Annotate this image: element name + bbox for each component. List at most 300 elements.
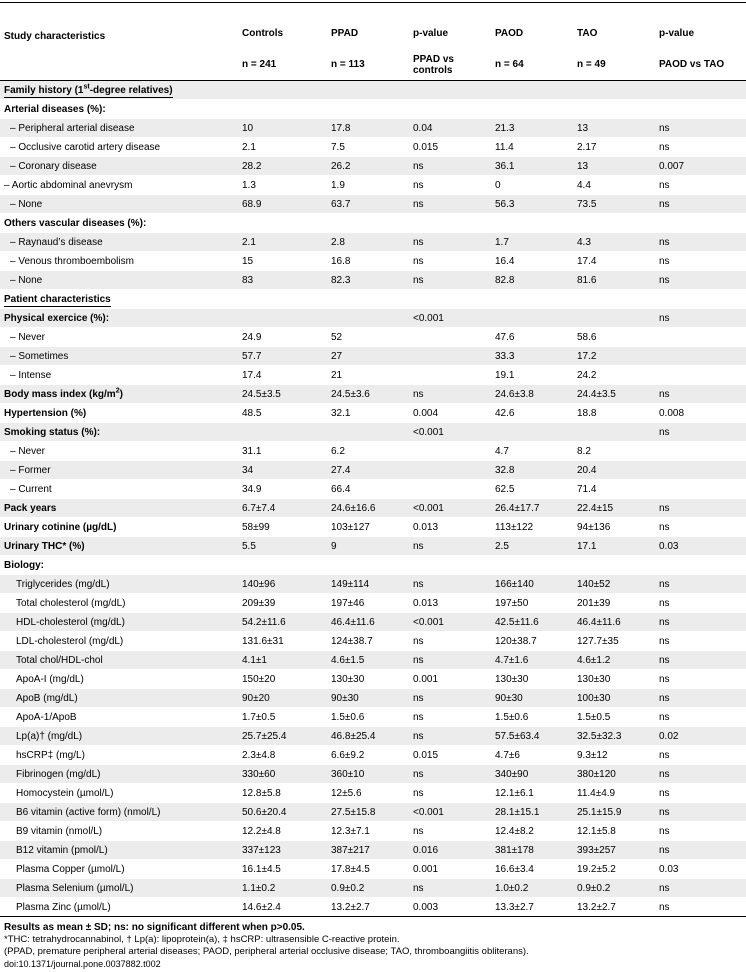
table-cell [409, 100, 491, 119]
table-row [0, 594, 746, 613]
row-label: – Occlusive carotid artery disease [0, 138, 238, 157]
table-cell: 62.5 [491, 480, 573, 499]
table-cell: 9 [327, 537, 409, 556]
table-cell: 380±120 [573, 765, 655, 784]
table-row [0, 119, 746, 138]
table-cell: 13.2±2.7 [573, 898, 655, 917]
table-cell: 24.5±3.5 [238, 385, 327, 404]
row-label: Lp(a)† (mg/dL) [0, 727, 238, 746]
table-row [0, 157, 746, 176]
table-cell: 83 [238, 271, 327, 290]
row-label: Urinary cotinine (µg/dL) [0, 518, 238, 537]
table-cell: 149±114 [327, 575, 409, 594]
table-cell: 1.5±0.6 [327, 708, 409, 727]
table-cell: 16.6±3.4 [491, 860, 573, 879]
table-row [0, 271, 746, 290]
table-cell [238, 100, 327, 119]
table-cell: ns [409, 157, 491, 176]
table-cell: 0.016 [409, 841, 491, 860]
table-cell: 113±122 [491, 518, 573, 537]
table-cell: 201±39 [573, 594, 655, 613]
table-cell [409, 328, 491, 347]
table-cell [573, 309, 655, 328]
table-cell: ns [409, 689, 491, 708]
table-cell: 32.1 [327, 404, 409, 423]
table-cell: 32.8 [491, 461, 573, 480]
row-label: B9 vitamin (nmol/L) [0, 822, 238, 841]
table-row [0, 404, 746, 423]
table-cell [655, 290, 746, 309]
table-cell: 46.4±11.6 [573, 613, 655, 632]
table-cell: 58±99 [238, 518, 327, 537]
table-cell: 0.03 [655, 537, 746, 556]
table-cell: 28.2 [238, 157, 327, 176]
table-cell: 0.013 [409, 518, 491, 537]
row-label: Urinary THC* (%) [0, 537, 238, 556]
table-cell: 17.8±4.5 [327, 860, 409, 879]
table-cell: 0.015 [409, 138, 491, 157]
table-cell: 2.3±4.8 [238, 746, 327, 765]
row-label: – Peripheral arterial disease [0, 119, 238, 138]
table-cell: 330±60 [238, 765, 327, 784]
table-cell: <0.001 [409, 613, 491, 632]
table-cell: 4.7±1.6 [491, 651, 573, 670]
table-cell: 197±46 [327, 594, 409, 613]
row-label: Triglycerides (mg/dL) [0, 575, 238, 594]
table-cell: ns [409, 176, 491, 195]
table-cell [655, 556, 746, 575]
row-label: Homocystein (µmol/L) [0, 784, 238, 803]
table-cell: 36.1 [491, 157, 573, 176]
table-cell: 0.001 [409, 860, 491, 879]
table-row [0, 309, 746, 328]
table-cell: 66.4 [327, 480, 409, 499]
table-cell: 47.6 [491, 328, 573, 347]
table-cell: 13.3±2.7 [491, 898, 573, 917]
table-cell: 13 [573, 157, 655, 176]
table-row [0, 233, 746, 252]
table-cell: ns [409, 195, 491, 214]
row-label: B6 vitamin (active form) (nmol/L) [0, 803, 238, 822]
table-cell: 5.5 [238, 537, 327, 556]
table-cell: 25.1±15.9 [573, 803, 655, 822]
table-cell: 130±30 [573, 670, 655, 689]
table-cell [409, 347, 491, 366]
row-label: Plasma Zinc (µmol/L) [0, 898, 238, 917]
section-patient-characteristics: Patient characteristics [0, 290, 238, 309]
table-cell: <0.001 [409, 803, 491, 822]
table-cell: <0.001 [409, 309, 491, 328]
table-cell: ns [655, 119, 746, 138]
table-cell: 2.1 [238, 138, 327, 157]
table-cell: 19.1 [491, 366, 573, 385]
table-cell: 28.1±15.1 [491, 803, 573, 822]
table-cell: 24.4±3.5 [573, 385, 655, 404]
table-cell: ns [409, 575, 491, 594]
table-cell: 150±20 [238, 670, 327, 689]
header-row [0, 24, 746, 49]
footnote-results: Results as mean ± SD; ns: no significant different when p>0.05. [4, 922, 305, 933]
table-cell: 24.6±3.8 [491, 385, 573, 404]
row-label: Hypertension (%) [0, 404, 238, 423]
table-cell: 0.013 [409, 594, 491, 613]
table-cell: ns [655, 233, 746, 252]
table-cell: ns [409, 632, 491, 651]
table-cell: 20.4 [573, 461, 655, 480]
table-cell [327, 309, 409, 328]
table-cell: 0.015 [409, 746, 491, 765]
table-row [0, 765, 746, 784]
study-characteristics-table [0, 24, 746, 917]
table-cell: 27.5±15.8 [327, 803, 409, 822]
row-label: Biology: [0, 556, 238, 575]
footnote-doi: doi:10.1371/journal.pone.0037882.t002 [4, 959, 161, 969]
table-cell: 4.1±1 [238, 651, 327, 670]
table-footnotes [4, 922, 742, 970]
header-n-ppad: n = 113 [327, 49, 409, 81]
table-cell: 1.1±0.2 [238, 879, 327, 898]
row-label: Smoking status (%): [0, 423, 238, 442]
table-row [0, 746, 746, 765]
table-cell [409, 442, 491, 461]
table-cell: 46.8±25.4 [327, 727, 409, 746]
table-cell [409, 480, 491, 499]
table-cell: ns [409, 271, 491, 290]
table-cell [491, 309, 573, 328]
table-cell: 17.2 [573, 347, 655, 366]
table-cell: 31.1 [238, 442, 327, 461]
table-cell: 16.1±4.5 [238, 860, 327, 879]
table-cell [238, 556, 327, 575]
table-row [0, 632, 746, 651]
table-cell: 360±10 [327, 765, 409, 784]
table-cell: 21 [327, 366, 409, 385]
table-cell [327, 423, 409, 442]
table-cell: 130±30 [491, 670, 573, 689]
table-cell [409, 461, 491, 480]
header-ppad: PPAD [331, 28, 359, 39]
table-cell [491, 100, 573, 119]
table-cell: 48.5 [238, 404, 327, 423]
table-cell: ns [409, 727, 491, 746]
table-cell: 54.2±11.6 [238, 613, 327, 632]
table-cell: ns [655, 252, 746, 271]
row-label: Total cholesterol (mg/dL) [0, 594, 238, 613]
table-cell: ns [655, 385, 746, 404]
table-cell: 57.5±63.4 [491, 727, 573, 746]
table-cell: ns [655, 689, 746, 708]
table-cell: ns [655, 613, 746, 632]
table-cell [409, 214, 491, 233]
row-label: ApoB (mg/dL) [0, 689, 238, 708]
table-cell [655, 442, 746, 461]
table-cell: 0.04 [409, 119, 491, 138]
table-cell: 1.5±0.5 [573, 708, 655, 727]
table-cell: ns [409, 879, 491, 898]
table-cell: ns [655, 176, 746, 195]
table-cell: ns [409, 252, 491, 271]
table-cell: ns [655, 765, 746, 784]
table-cell: 124±38.7 [327, 632, 409, 651]
table-cell: 13 [573, 119, 655, 138]
table-cell: 63.7 [327, 195, 409, 214]
table-cell: 22.4±15 [573, 499, 655, 518]
table-cell: 25.7±25.4 [238, 727, 327, 746]
table-cell: 94±136 [573, 518, 655, 537]
header-n-controls: n = 241 [238, 49, 327, 81]
table-cell: ns [655, 271, 746, 290]
table-cell: 56.3 [491, 195, 573, 214]
table-cell: 4.6±1.2 [573, 651, 655, 670]
table-cell [491, 290, 573, 309]
table-cell: 7.5 [327, 138, 409, 157]
table-row [0, 822, 746, 841]
table-cell: 4.7 [491, 442, 573, 461]
row-label: – Raynaud’s disease [0, 233, 238, 252]
table-cell: 1.5±0.6 [491, 708, 573, 727]
header-paod: PAOD [495, 28, 524, 39]
table-cell [491, 214, 573, 233]
table-cell: ns [655, 309, 746, 328]
table-cell: ns [655, 575, 746, 594]
header-study-characteristics: Study characteristics [4, 31, 106, 42]
row-label: – Former [0, 461, 238, 480]
table-cell: 21.3 [491, 119, 573, 138]
table-row [0, 366, 746, 385]
table-cell [409, 556, 491, 575]
header-controls: Controls [242, 28, 284, 39]
table-cell [491, 556, 573, 575]
table-cell: 34.9 [238, 480, 327, 499]
table-cell [655, 461, 746, 480]
row-label: Physical exercice (%): [0, 309, 238, 328]
table-cell: 2.17 [573, 138, 655, 157]
table-cell: 32.5±32.3 [573, 727, 655, 746]
table-cell: 14.6±2.4 [238, 898, 327, 917]
table-cell: 82.3 [327, 271, 409, 290]
table-cell: 0.004 [409, 404, 491, 423]
table-cell: 209±39 [238, 594, 327, 613]
table-cell: 42.6 [491, 404, 573, 423]
table-cell [238, 214, 327, 233]
table-cell: ns [409, 765, 491, 784]
table-row [0, 670, 746, 689]
table-cell: 1.0±0.2 [491, 879, 573, 898]
table-cell: ns [409, 784, 491, 803]
header-p-value-1: p-value [413, 28, 449, 39]
table-cell: 337±123 [238, 841, 327, 860]
table-cell [655, 480, 746, 499]
table-cell: 166±140 [491, 575, 573, 594]
table-row [0, 613, 746, 632]
table-cell: ns [655, 822, 746, 841]
table-cell: 17.4 [573, 252, 655, 271]
table-cell: 17.1 [573, 537, 655, 556]
table-cell: 103±127 [327, 518, 409, 537]
table-cell: 71.4 [573, 480, 655, 499]
table-cell: 1.7±0.5 [238, 708, 327, 727]
table-cell [327, 556, 409, 575]
table-row [0, 442, 746, 461]
table-row [0, 499, 746, 518]
header-n-paod: n = 64 [491, 49, 573, 81]
table-row [0, 252, 746, 271]
table-cell: 12.4±8.2 [491, 822, 573, 841]
table-cell: 18.8 [573, 404, 655, 423]
table-cell: 2.1 [238, 233, 327, 252]
table-cell: 26.4±17.7 [491, 499, 573, 518]
table-cell: 0.02 [655, 727, 746, 746]
table-cell: 120±38.7 [491, 632, 573, 651]
table-row [0, 195, 746, 214]
table-cell: 100±30 [573, 689, 655, 708]
table-row [0, 708, 746, 727]
row-label: B12 vitamin (pmol/L) [0, 841, 238, 860]
table-cell: ns [655, 670, 746, 689]
table-cell: 2.5 [491, 537, 573, 556]
table-cell: ns [655, 879, 746, 898]
table-cell: 58.6 [573, 328, 655, 347]
table-cell: ns [409, 233, 491, 252]
table-row [0, 689, 746, 708]
table-cell [327, 214, 409, 233]
table-cell: 16.4 [491, 252, 573, 271]
table-cell: 2.8 [327, 233, 409, 252]
table-row [0, 879, 746, 898]
table-cell: 17.4 [238, 366, 327, 385]
row-label: hsCRP‡ (mg/L) [0, 746, 238, 765]
table-row [0, 214, 746, 233]
table-row [0, 556, 746, 575]
table-cell: 26.2 [327, 157, 409, 176]
table-cell: 81.6 [573, 271, 655, 290]
header-n-blank [0, 49, 238, 81]
table-cell [655, 347, 746, 366]
table-cell: 1.9 [327, 176, 409, 195]
table-cell: 11.4±4.9 [573, 784, 655, 803]
table-cell [655, 366, 746, 385]
table-cell: ns [655, 518, 746, 537]
table-cell: 15 [238, 252, 327, 271]
row-label: – Aortic abdominal anevrysm [0, 176, 238, 195]
table-cell: 197±50 [491, 594, 573, 613]
table-cell: 140±96 [238, 575, 327, 594]
table-row [0, 841, 746, 860]
row-label: HDL-cholesterol (mg/dL) [0, 613, 238, 632]
table-cell: 12±5.6 [327, 784, 409, 803]
table-cell: 0.001 [409, 670, 491, 689]
table-row [0, 347, 746, 366]
table-row [0, 176, 746, 195]
row-label: – Current [0, 480, 238, 499]
table-cell: 34 [238, 461, 327, 480]
table-cell [655, 328, 746, 347]
table-cell [491, 423, 573, 442]
row-label: – Venous thromboembolism [0, 252, 238, 271]
row-label: Pack years [0, 499, 238, 518]
table-cell: 0.003 [409, 898, 491, 917]
table-cell: 12.2±4.8 [238, 822, 327, 841]
table-cell: 0.03 [655, 860, 746, 879]
table-cell: 50.6±20.4 [238, 803, 327, 822]
table-cell: 4.3 [573, 233, 655, 252]
header-n-tao: n = 49 [573, 49, 655, 81]
table-cell [655, 81, 746, 100]
row-label: ApoA-1/ApoB [0, 708, 238, 727]
table-cell [409, 366, 491, 385]
table-cell: 90±30 [327, 689, 409, 708]
table-cell: 4.4 [573, 176, 655, 195]
row-label: LDL-cholesterol (mg/dL) [0, 632, 238, 651]
table-row [0, 423, 746, 442]
table-cell: 12.1±5.8 [573, 822, 655, 841]
footnote-abbreviations: *THC: tetrahydrocannabinol, † Lp(a): lipoprotein(a), ‡ hsCRP: ultrasensible C-reactive protein. [4, 934, 400, 945]
table-cell: 4.7±6 [491, 746, 573, 765]
table-cell: 11.4 [491, 138, 573, 157]
table-cell: 381±178 [491, 841, 573, 860]
table-cell: 127.7±35 [573, 632, 655, 651]
row-label: – None [0, 195, 238, 214]
table-row [0, 651, 746, 670]
table-row [0, 138, 746, 157]
table-cell: ns [655, 746, 746, 765]
header-ppad-vs-controls: PPAD vs controls [409, 49, 491, 81]
row-label: Plasma Selenium (µmol/L) [0, 879, 238, 898]
header-tao: TAO [577, 28, 598, 39]
table-cell: 1.7 [491, 233, 573, 252]
table-row [0, 100, 746, 119]
table-cell: ns [655, 195, 746, 214]
table-cell: ns [655, 708, 746, 727]
section-family-history: Family history (1st-degree relatives) [0, 81, 238, 100]
table-row [0, 898, 746, 917]
table-cell [327, 100, 409, 119]
table-cell [327, 81, 409, 100]
table-cell: 0.9±0.2 [327, 879, 409, 898]
table-cell: 27 [327, 347, 409, 366]
table-cell [573, 214, 655, 233]
row-label: – Never [0, 442, 238, 461]
table-cell: ns [409, 385, 491, 404]
table-cell: 19.2±5.2 [573, 860, 655, 879]
table-cell: 1.3 [238, 176, 327, 195]
table-cell: 42.5±11.6 [491, 613, 573, 632]
table-cell: 140±52 [573, 575, 655, 594]
table-cell [655, 100, 746, 119]
row-label: – Never [0, 328, 238, 347]
row-label: Fibrinogen (mg/dL) [0, 765, 238, 784]
table-cell: 387±217 [327, 841, 409, 860]
table-cell: 24.6±16.6 [327, 499, 409, 518]
table-cell [573, 556, 655, 575]
table-cell [238, 290, 327, 309]
table-cell [573, 423, 655, 442]
row-label: – Sometimes [0, 347, 238, 366]
table-cell: 82.8 [491, 271, 573, 290]
table-cell: 52 [327, 328, 409, 347]
table-cell: 24.9 [238, 328, 327, 347]
table-cell: 340±90 [491, 765, 573, 784]
table-cell: 4.6±1.5 [327, 651, 409, 670]
table-cell: 12.8±5.8 [238, 784, 327, 803]
row-label: Total chol/HDL-chol [0, 651, 238, 670]
table-cell: <0.001 [409, 423, 491, 442]
table-cell: 130±30 [327, 670, 409, 689]
table-cell: ns [409, 822, 491, 841]
table-cell: ns [655, 784, 746, 803]
table-cell: 8.2 [573, 442, 655, 461]
table-cell: 24.5±3.6 [327, 385, 409, 404]
